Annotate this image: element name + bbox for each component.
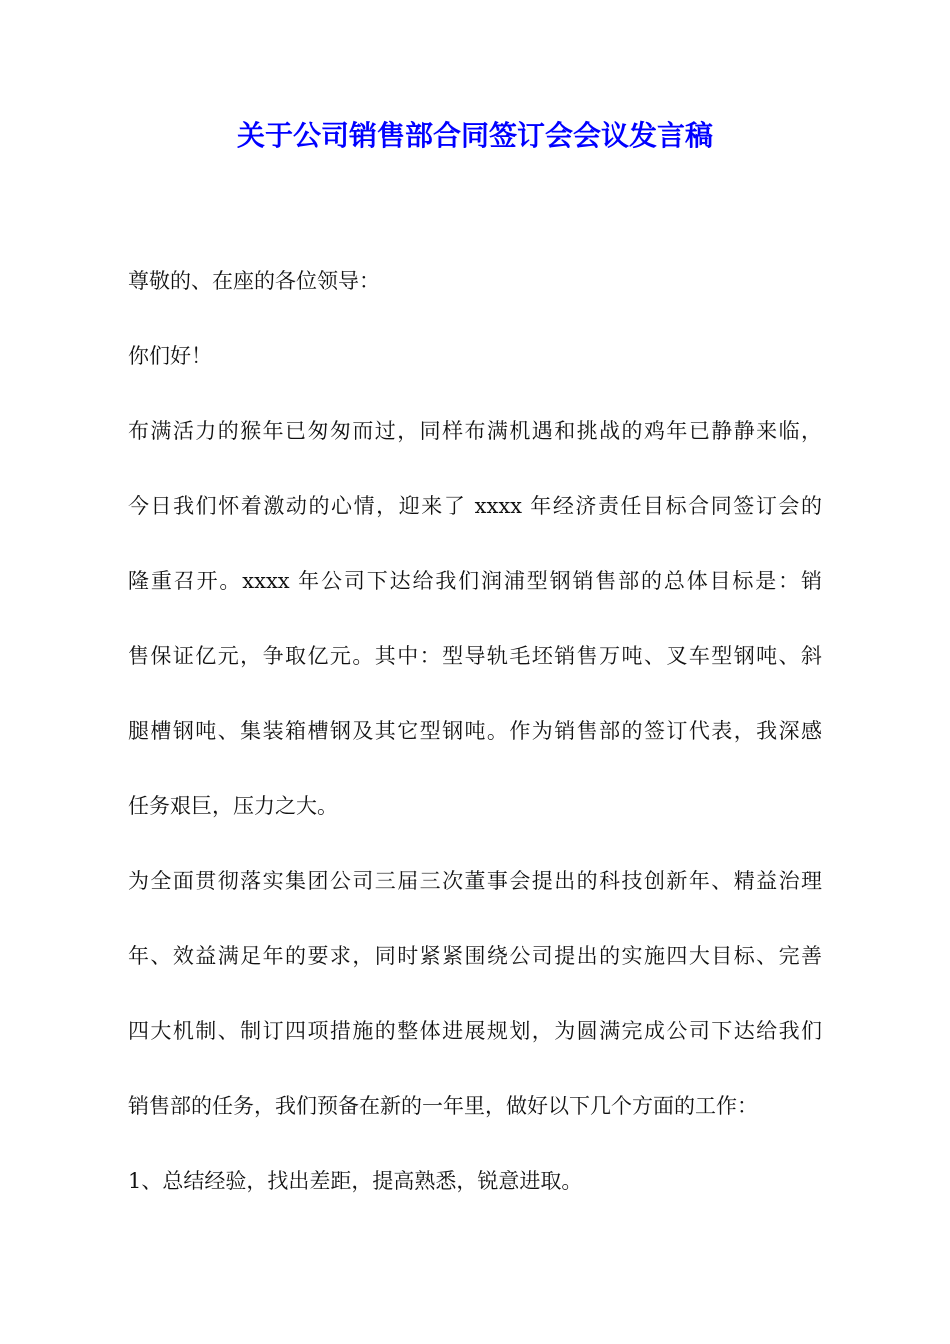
paragraph-2-line-2: 年、效益满足年的要求，同时紧紧围绕公司提出的实施四大目标、完善 <box>128 944 822 968</box>
list-item-1: 1、总结经验，找出差距，提高熟悉，锐意进取。 <box>128 1169 583 1193</box>
document-title: 关于公司销售部合同签订会会议发言稿 <box>236 119 713 152</box>
paragraph-1-line-4: 售保证亿元，争取亿元。其中：型导轨毛坯销售万吨、叉车型钢吨、斜 <box>128 644 822 668</box>
paragraph-1-line-3: 隆重召开。xxxx 年公司下达给我们润浦型钢销售部的总体目标是：销 <box>128 569 822 593</box>
paragraph-2-line-1: 为全面贯彻落实集团公司三届三次董事会提出的科技创新年、精益治理 <box>128 869 822 893</box>
paragraph-1-line-2: 今日我们怀着激动的心情，迎来了 xxxx 年经济责任目标合同签订会的 <box>128 494 822 518</box>
salutation-line: 尊敬的、在座的各位领导： <box>128 269 380 293</box>
paragraph-1-line-5: 腿槽钢吨、集装箱槽钢及其它型钢吨。作为销售部的签订代表，我深感 <box>128 719 822 743</box>
paragraph-1-line-6: 任务艰巨，压力之大。 <box>128 794 338 818</box>
paragraph-1-line-1: 布满活力的猴年已匆匆而过，同样布满机遇和挑战的鸡年已静静来临， <box>128 419 822 443</box>
paragraph-2-line-4: 销售部的任务，我们预备在新的一年里，做好以下几个方面的工作： <box>128 1094 758 1118</box>
paragraph-2-line-3: 四大机制、制订四项措施的整体进展规划，为圆满完成公司下达给我们 <box>128 1019 822 1043</box>
greeting-line: 你们好！ <box>128 344 212 368</box>
